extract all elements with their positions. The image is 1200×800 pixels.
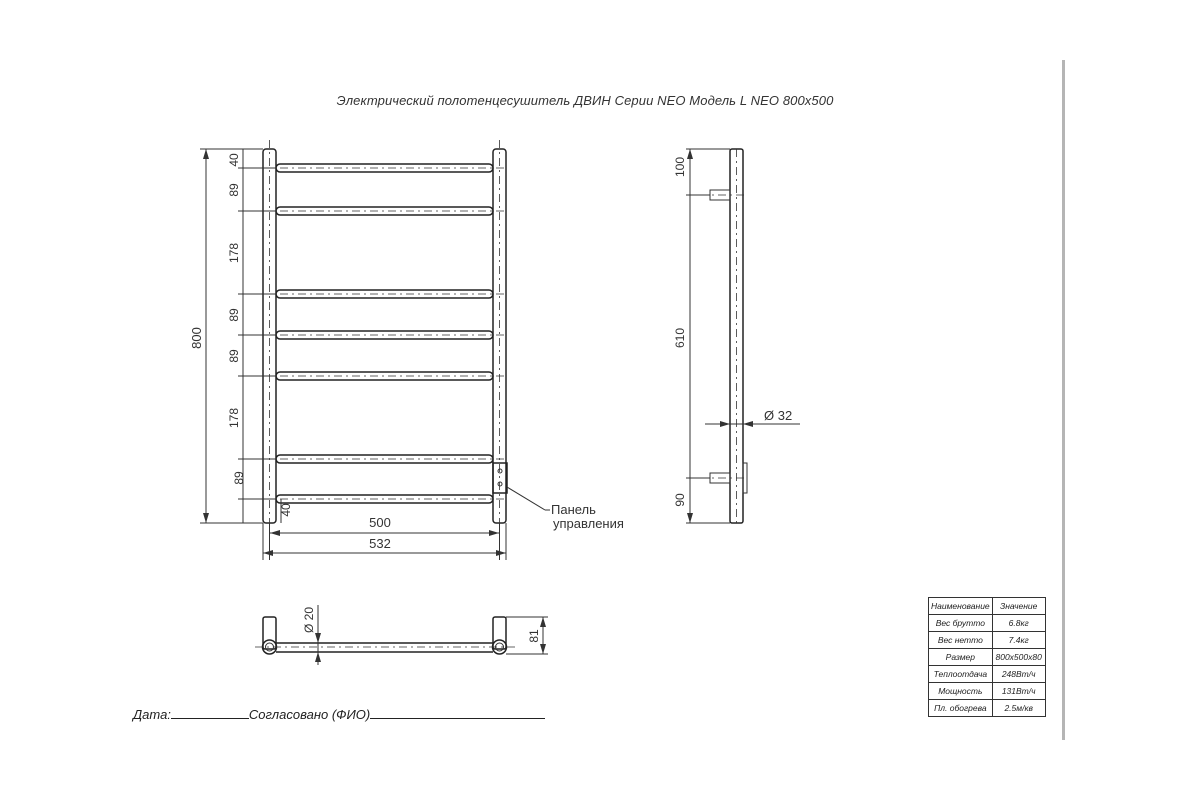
spec-key: Мощность xyxy=(929,683,993,700)
table-row xyxy=(929,615,1046,632)
outer-width: 532 xyxy=(369,536,391,551)
spec-key: Теплоотдача xyxy=(929,666,993,683)
table-row xyxy=(929,666,1046,683)
mount-distance: 610 xyxy=(673,327,687,349)
spec-key: Пл. обогрева xyxy=(929,700,993,717)
top-offset: 100 xyxy=(673,156,687,178)
spec-value: 248Вт/ч xyxy=(992,666,1045,683)
bar-diameter: Ø 20 xyxy=(302,606,316,634)
spec-value: 7.4кг xyxy=(992,632,1045,649)
specs-header-name: Наименование xyxy=(929,598,993,615)
front-view xyxy=(189,140,624,560)
spacing-7: 89 xyxy=(232,471,246,485)
spec-value: 6.8кг xyxy=(992,615,1045,632)
spacing-3: 178 xyxy=(227,242,241,264)
control-panel-label-1: Панель xyxy=(551,502,596,517)
control-panel xyxy=(493,463,507,493)
depth: 81 xyxy=(527,629,541,643)
spacing-8: 40 xyxy=(279,503,293,517)
table-row xyxy=(929,700,1046,717)
spacing-5: 89 xyxy=(227,349,241,363)
spacing-1: 40 xyxy=(227,153,241,167)
date-label: Дата: xyxy=(133,707,171,722)
footer xyxy=(133,706,545,722)
side-view xyxy=(673,149,800,523)
spacing-dims xyxy=(227,149,293,523)
spacing-4: 89 xyxy=(227,308,241,322)
bars xyxy=(262,164,508,503)
spacing-2: 89 xyxy=(227,183,241,197)
spec-value: 131Вт/ч xyxy=(992,683,1045,700)
spec-key: Вес брутто xyxy=(929,615,993,632)
approved-field[interactable] xyxy=(370,706,545,719)
specs-header-value: Значение xyxy=(992,598,1045,615)
table-row xyxy=(929,649,1046,666)
drawing-title: Электрический полотенцесушитель ДВИН Серии NEO Модель L NEO 800х500 xyxy=(336,93,834,108)
inner-width: 500 xyxy=(369,515,391,530)
control-panel-label-2: управления xyxy=(553,516,624,531)
pipe-diameter: Ø 32 xyxy=(764,408,793,423)
table-row xyxy=(929,632,1046,649)
table-row xyxy=(929,683,1046,700)
spacing-6: 178 xyxy=(227,407,241,429)
specs-table xyxy=(928,597,1046,717)
overall-height: 800 xyxy=(189,327,204,349)
specs-header xyxy=(929,598,1046,615)
control-panel-leader xyxy=(507,487,545,510)
spec-key: Размер xyxy=(929,649,993,666)
spec-key: Вес нетто xyxy=(929,632,993,649)
date-field[interactable] xyxy=(171,706,249,719)
spec-value: 2.5м/кв xyxy=(992,700,1045,717)
top-view xyxy=(255,605,548,665)
approved-label: Согласовано (ФИО) xyxy=(248,707,371,722)
bottom-offset: 90 xyxy=(673,493,687,507)
spec-value: 800х500х80 xyxy=(992,649,1045,666)
